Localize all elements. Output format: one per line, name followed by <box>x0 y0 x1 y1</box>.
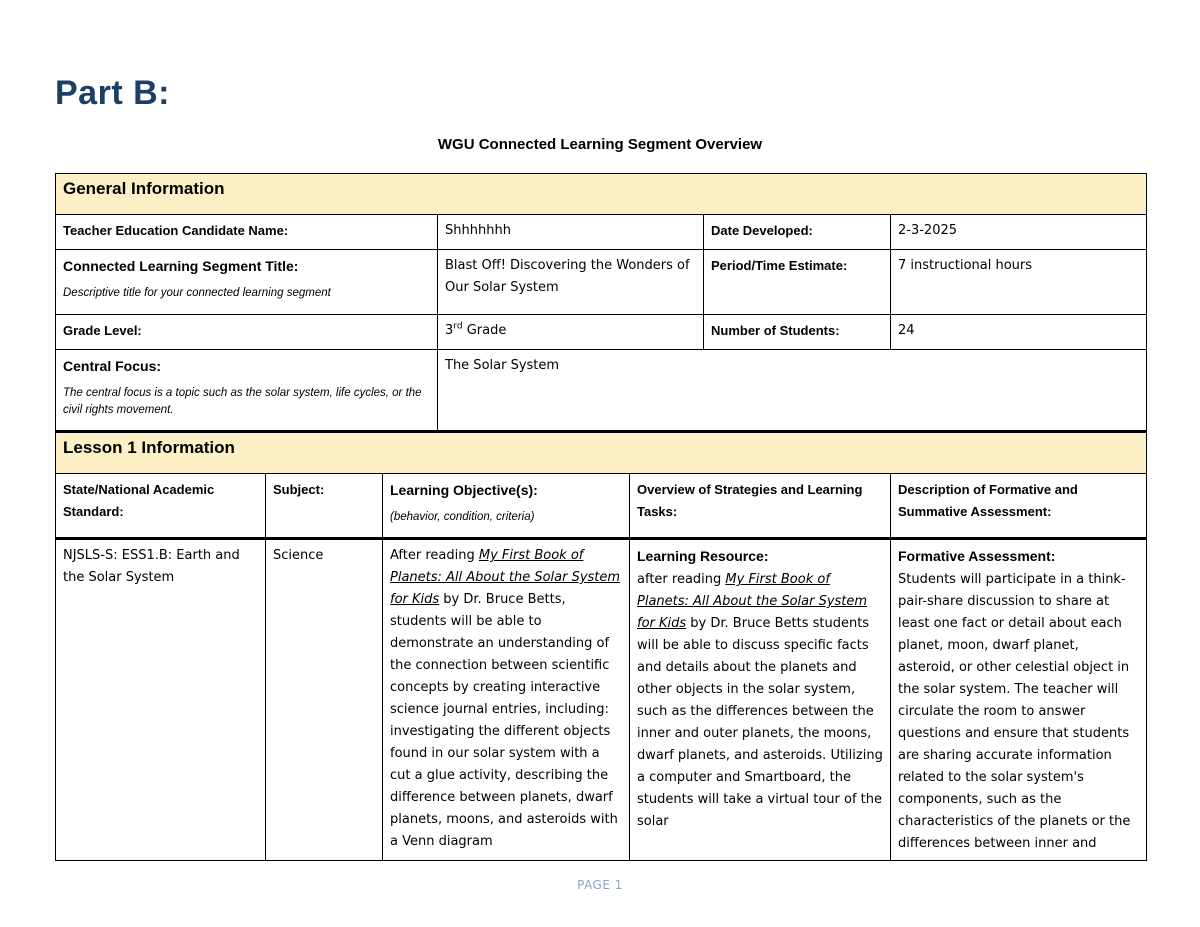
objective-hint: (behavior, condition, criteria) <box>390 511 535 523</box>
focus-label-cell <box>56 350 438 432</box>
document-title: WGU Connected Learning Segment Overview <box>437 136 763 153</box>
title-value: Blast Off! Discovering the Wonders of Our Solar System <box>438 250 704 315</box>
grade-word: Grade <box>466 323 507 338</box>
date-value: 2-3-2025 <box>891 215 1147 250</box>
strategies-post: by Dr. Bruce Betts students will be able to discuss specific facts and details about the planets and other objects in the solar system, such as the differences between the inner and outer planets, the moons, dwarf planets, and asteroids. Utilizing a computer and Smartboard, the students will take a virtual tour of the solar <box>637 616 883 829</box>
grade-number: 3 <box>445 323 454 338</box>
lesson1-title: Lesson 1 Information <box>56 432 1147 474</box>
assessment-value <box>891 539 1147 861</box>
learning-resource-label: Learning Resource: <box>637 548 769 564</box>
focus-hint: The central focus is a topic such as the solar system, life cycles, or the civil rights movement. <box>63 387 422 416</box>
book-title: My First Book of Planets: All About the Solar System for Kids <box>390 548 621 607</box>
students-value: 24 <box>891 315 1147 350</box>
title-label: Connected Learning Segment Title: <box>63 258 299 274</box>
assessment-header: Description of Formative and Summative Assessment: <box>891 474 1147 539</box>
lesson1-header-row <box>56 474 1147 539</box>
grade-value <box>438 315 704 350</box>
focus-label: Central Focus: <box>63 358 162 374</box>
general-information-band <box>56 174 1147 215</box>
period-value: 7 instructional hours <box>891 250 1147 315</box>
objective-header: Learning Objective(s): <box>390 482 538 498</box>
grade-label: Grade Level: <box>56 315 438 350</box>
lesson1-content-row <box>56 539 1147 861</box>
strategies-book-title: My First Book of Planets: All About the Solar System for Kids <box>637 572 868 631</box>
general-information-title: General Information <box>56 174 1147 215</box>
students-label: Number of Students: <box>704 315 891 350</box>
title-row <box>56 250 1147 315</box>
grade-row <box>56 315 1147 350</box>
standard-header: State/National Academic Standard: <box>56 474 266 539</box>
title-hint: Descriptive title for your connected learning segment <box>63 287 331 299</box>
period-label: Period/Time Estimate: <box>704 250 891 315</box>
strategies-value <box>630 539 891 861</box>
subject-header: Subject: <box>266 474 383 539</box>
page-number: PAGE 1 <box>577 878 623 892</box>
assessment-text: Students will participate in a think-pair-share discussion to share at least one fact or detail about each planet, moon, dwarf planet, asteroid, or other celestial object in the solar system. The teacher will circulate the room to answer questions and ensure that students are sharing accurate information related to the solar system's components, such as the characteristics of the planets or the differences between inner and <box>898 572 1131 851</box>
formative-assessment-label: Formative Assessment: <box>898 548 1056 564</box>
focus-value: The Solar System <box>438 350 1147 432</box>
candidate-label: Teacher Education Candidate Name: <box>56 215 438 250</box>
part-heading: Part B: <box>55 74 170 112</box>
title-label-cell <box>56 250 438 315</box>
candidate-row <box>56 215 1147 250</box>
lesson1-band <box>56 432 1147 474</box>
standard-value: NJSLS-S: ESS1.B: Earth and the Solar System <box>56 539 266 861</box>
strategies-pre: after reading <box>637 572 726 587</box>
date-label: Date Developed: <box>704 215 891 250</box>
focus-row <box>56 350 1147 432</box>
objective-post: by Dr. Bruce Betts, students will be able to demonstrate an understanding of the connection between scientific concepts by creating interactive science journal entries, including: investigating the different objects found in our solar system with a cut a glue activity, describing the difference between planets, dwarf planets, moons, and asteroids with a Venn diagram <box>390 592 618 849</box>
objective-pre: After reading <box>390 548 479 563</box>
strategies-header: Overview of Strategies and Learning Tasks: <box>630 474 891 539</box>
grade-suffix: rd <box>453 321 463 332</box>
segment-overview-table <box>55 173 1147 861</box>
objective-value <box>383 539 630 861</box>
subject-value: Science <box>266 539 383 861</box>
objective-header-cell <box>383 474 630 539</box>
candidate-value: Shhhhhhh <box>438 215 704 250</box>
